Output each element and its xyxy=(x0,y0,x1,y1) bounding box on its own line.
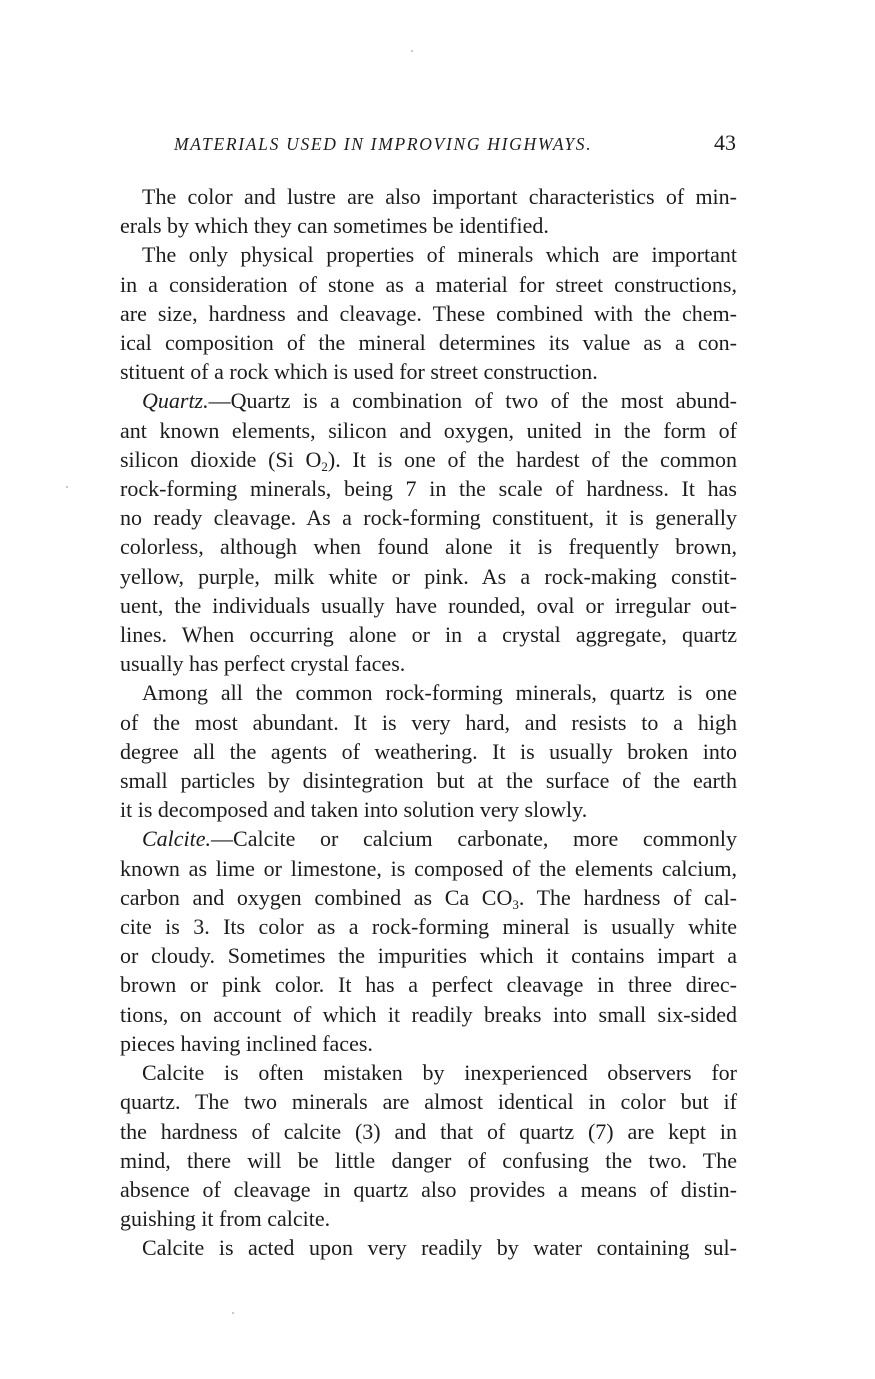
text-line xyxy=(120,824,737,853)
text-line: brown or pink color. It has a perfect cleavage in three direc- xyxy=(120,972,737,998)
subscript: 3 xyxy=(512,896,519,912)
text-line: pieces having inclined faces. xyxy=(120,1030,373,1056)
text-line: absence of cleavage in quartz also provides a means of distin- xyxy=(120,1176,737,1202)
text-line xyxy=(120,1233,737,1262)
text-line: yellow, purple, milk white or pink. As a rock-making constit- xyxy=(120,563,737,589)
section-lead-quartz: Quartz. xyxy=(142,388,209,414)
text-line: or cloudy. Sometimes the impurities which it contains impart a xyxy=(120,943,737,969)
paragraph-quartz xyxy=(120,386,737,678)
paragraph-color-lustre xyxy=(120,182,737,240)
text-line: are size, hardness and cleavage. These combined with the chem- xyxy=(120,300,737,326)
text-line-content: The color and lustre are also important characteristics of min- xyxy=(142,184,737,209)
text-line: mind, there will be little danger of confusing the two. The xyxy=(120,1147,737,1173)
text-line xyxy=(120,1058,737,1087)
paragraph-calcite xyxy=(120,824,737,1058)
text-line-content: —Quartz is a combination of two of the most abund- xyxy=(208,388,737,414)
text-line-content: —Calcite or calcium carbonate, more commonly xyxy=(211,826,737,852)
text-line: guishing it from calcite. xyxy=(120,1206,331,1232)
text-line-content: silicon dioxide (Si O xyxy=(120,446,322,472)
text-line: in a consideration of stone as a material for street constructions, xyxy=(120,271,737,297)
text-line: lines. When occurring alone or in a crystal aggregate, quartz xyxy=(120,622,737,648)
text-line: quartz. The two minerals are almost identical in color but if xyxy=(120,1089,737,1115)
text-line: degree all the agents of weathering. It is usually broken into xyxy=(120,738,737,764)
text-line xyxy=(120,386,737,415)
body-text xyxy=(120,182,737,1263)
text-line: ant known elements, silicon and oxygen, united in the form of xyxy=(120,417,737,443)
text-line: no ready cleavage. As a rock-forming constituent, it is generally xyxy=(120,505,737,531)
text-line: ical composition of the mineral determines its value as a con- xyxy=(120,330,737,356)
text-line xyxy=(120,445,737,474)
subscript: 2 xyxy=(321,458,328,474)
text-line xyxy=(120,182,737,211)
text-line: usually has perfect crystal faces. xyxy=(120,651,406,677)
paragraph-calcite-confusion xyxy=(120,1058,737,1233)
page-number: 43 xyxy=(714,130,736,155)
paragraph-physical-properties xyxy=(120,240,737,386)
text-line-content: . The hardness of cal- xyxy=(518,884,738,910)
running-title: MATERIALS USED IN IMPROVING HIGHWAYS. xyxy=(174,134,593,154)
text-line xyxy=(120,240,737,269)
paper-speck xyxy=(411,50,413,52)
text-line-content: The only physical properties of minerals which are important xyxy=(142,242,737,268)
text-line: tions, on account of which it readily breaks into small six-sided xyxy=(120,1001,737,1027)
text-line: colorless, although when found alone it is frequently brown, xyxy=(120,534,737,560)
paragraph-calcite-weathering xyxy=(120,1233,737,1262)
text-line: erals by which they can sometimes be identified. xyxy=(120,213,549,239)
text-line: small particles by disintegration but at the surface of the earth xyxy=(120,768,737,794)
text-line: it is decomposed and taken into solution very slowly. xyxy=(120,797,588,823)
text-line-content: Calcite is acted upon very readily by water containing sul- xyxy=(142,1235,737,1261)
running-head xyxy=(120,128,740,162)
text-line: the hardness of calcite (3) and that of quartz (7) are kept in xyxy=(120,1118,737,1144)
paragraph-quartz-abundance xyxy=(120,678,737,824)
text-line: known as lime or limestone, is composed of the elements calcium, xyxy=(120,855,737,881)
text-line: cite is 3. Its color as a rock-forming mineral is usually white xyxy=(120,914,737,940)
text-line xyxy=(120,883,737,912)
paper-speck xyxy=(232,1312,234,1314)
text-line-content: ). It is one of the hardest of the common xyxy=(327,446,737,472)
text-line-content: Among all the common rock-forming minerals, quartz is one xyxy=(142,680,737,706)
text-line: of the most abundant. It is very hard, and resists to a high xyxy=(120,709,737,735)
text-line-content: carbon and oxygen combined as Ca CO xyxy=(120,884,513,910)
text-line xyxy=(120,678,737,707)
text-line: stituent of a rock which is used for street construction. xyxy=(120,359,598,385)
text-line: uent, the individuals usually have rounded, oval or irregular out- xyxy=(120,592,737,618)
section-lead-calcite: Calcite. xyxy=(142,826,212,852)
text-line-content: Calcite is often mistaken by inexperienced observers for xyxy=(142,1060,737,1086)
paper-speck xyxy=(66,486,68,488)
text-line: rock-forming minerals, being 7 in the scale of hardness. It has xyxy=(120,476,737,502)
